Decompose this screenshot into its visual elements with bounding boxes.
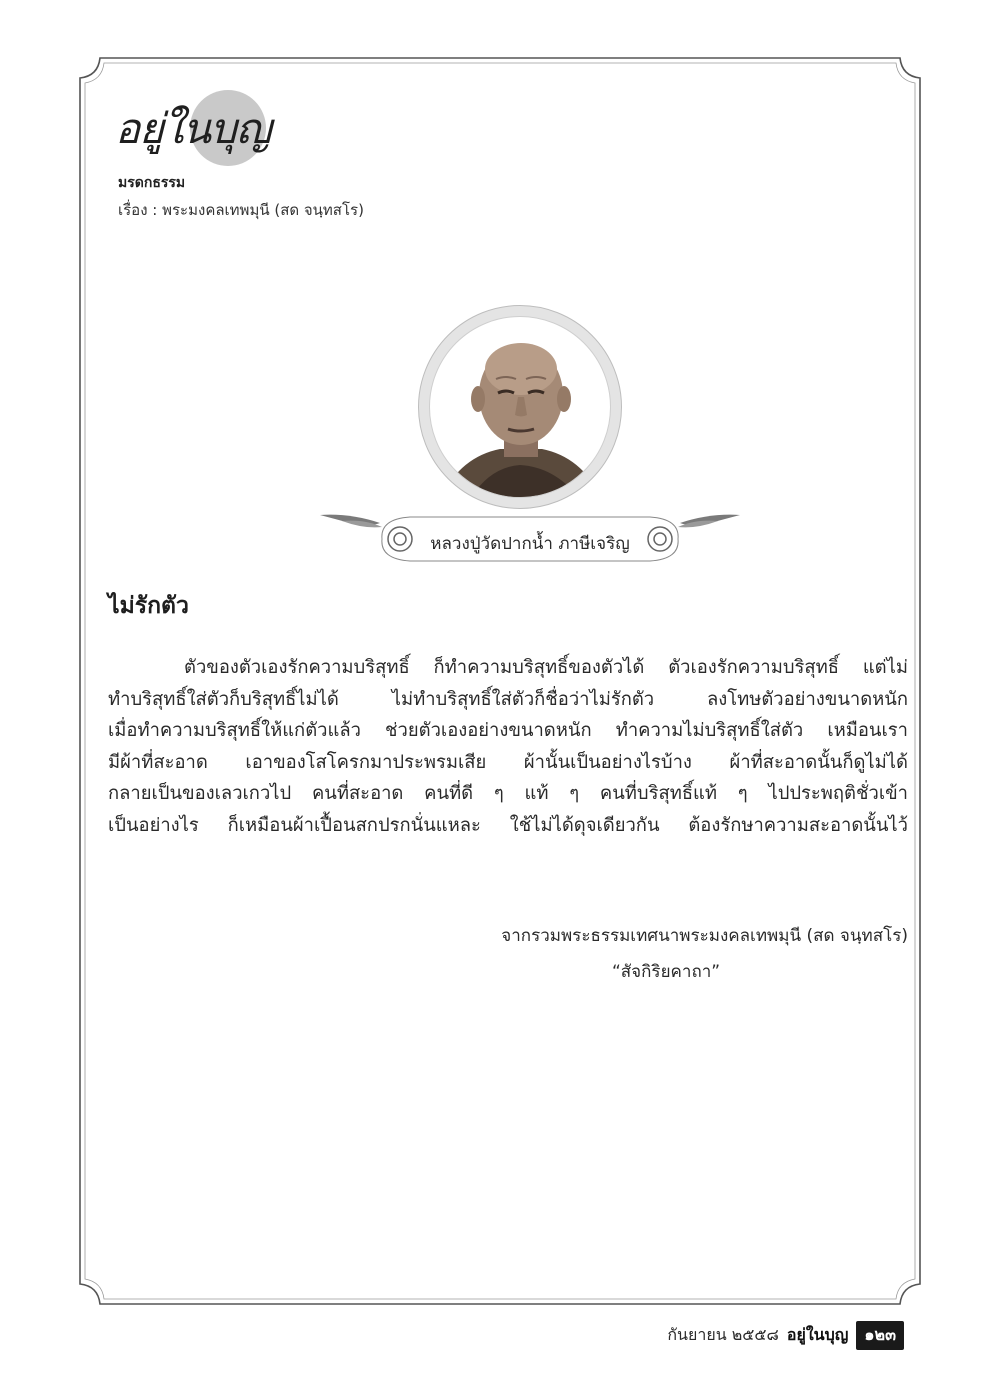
byline: เรื่อง : พระมงคลเทพมุนี (สด จนฺทสโร) [118,201,364,219]
body-line: กลายเป็นของเลวเกวไป คนที่สะอาด คนที่ดี ๆ แท้ ๆ คนที่บริสุทธิ์แท้ ๆ ไปประพฤติชั่วเข้า [108,783,908,804]
footer-magazine-name: อยู่ในบุญ [786,1325,849,1344]
magazine-logo: อยู่ในบุญ [115,104,271,153]
article-source: จากรวมพระธรรมเทศนาพระมงคลเทพมุนี (สด จนฺทสโร) [501,926,908,946]
body-line: มีผ้าที่สะอาด เอาของโสโครกมาประพรมเสีย ผ้านั้นเป็นอย่างไรบ้าง ผ้าที่สะอาดนั้นก็ดูไม่ได้ [108,751,908,773]
article-source-title: “สัจกิริยคาถา” [612,962,721,982]
article-title: ไม่รักตัว [108,593,189,619]
body-line: ตัวของตัวเองรักความบริสุทธิ์ ก็ทำความบริสุทธิ์ของตัวได้ ตัวเองรักความบริสุทธิ์ แต่ไม่ [184,657,908,678]
body-line: ทำบริสุทธิ์ใส่ตัวก็บริสุทธิ์ไม่ได้ ไม่ทำบริสุทธิ์ใส่ตัวก็ชื่อว่าไม่รักตัว ลงโทษตัวอย่างขนาดหนัก [108,688,908,710]
monk-portrait-illustration [430,317,611,498]
article-body [108,652,908,841]
portrait-photo [429,316,611,498]
portrait-caption: หลวงปู่วัดปากน้ำ ภาษีเจริญ [430,534,630,554]
body-line: เมื่อทำความบริสุทธิ์ให้แก่ตัวแล้ว ช่วยตัวเองอย่างขนาดหนัก ทำความไม่บริสุทธิ์ใส่ตัว เหมือนเรา [108,720,908,741]
issue-date: กันยายน ๒๕๕๘ [667,1325,779,1344]
section-label: มรดกธรรม [118,175,186,191]
page-number: ๑๒๓ [856,1321,904,1350]
page-footer [667,1321,904,1350]
body-line: เป็นอย่างไร ก็เหมือนผ้าเปื้อนสกปรกนั่นแหละ ใช้ไม่ได้ดุจเดียวกัน ต้องรักษาความสะอาดนั้นไว้ [108,814,908,836]
